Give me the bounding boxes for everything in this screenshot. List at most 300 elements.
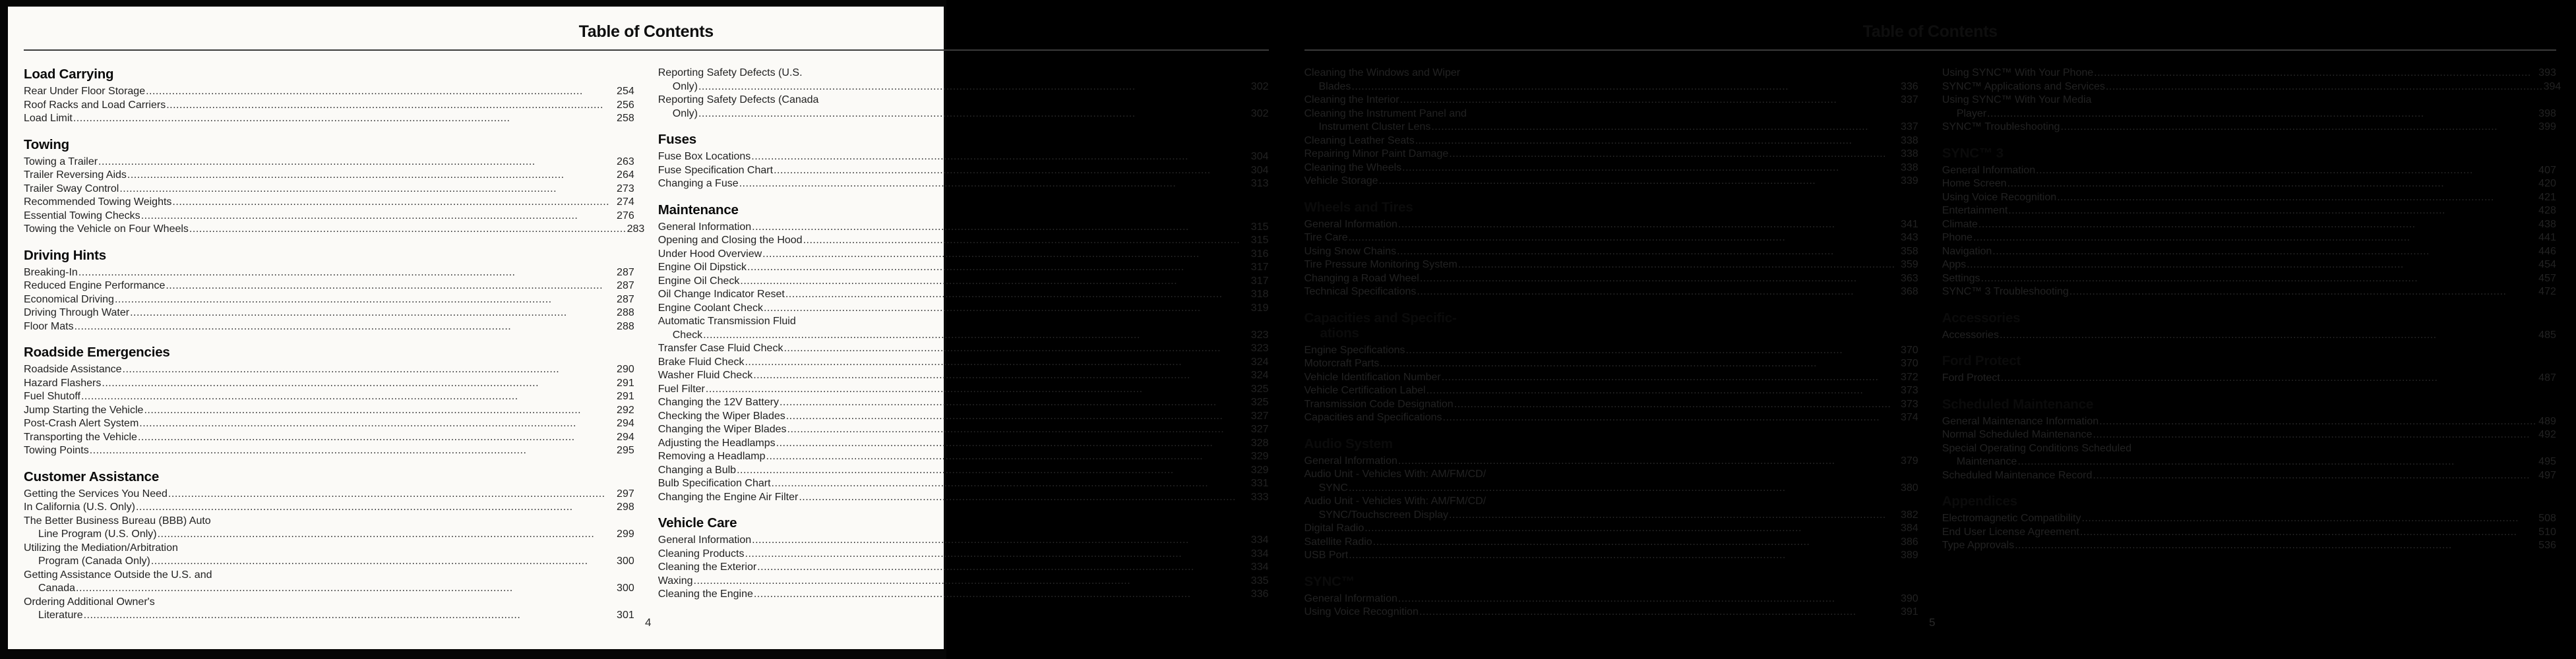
toc-entry [1942, 526, 2556, 540]
toc-section [1942, 353, 2556, 386]
page-ref: 487 [2538, 372, 2556, 384]
page-ref: 290 [617, 364, 634, 375]
toc-section [1942, 310, 2556, 343]
leader-dots [1426, 384, 1900, 398]
page-ref: 472 [2538, 286, 2556, 297]
toc-entry [1304, 107, 1918, 134]
page-ref: 276 [617, 210, 634, 221]
toc-section [1304, 436, 1918, 563]
toc-entry [24, 112, 634, 126]
toc-entry-line [24, 488, 634, 501]
leader-dots [130, 306, 616, 320]
page-ref: 256 [617, 99, 634, 111]
page-ref: 337 [1900, 121, 1918, 132]
header-rule [1304, 49, 2556, 51]
toc-entry [658, 261, 1269, 275]
page-ref: 287 [617, 280, 634, 291]
page-ref: 274 [617, 196, 634, 208]
leader-dots [2057, 191, 2538, 205]
page-ref: 338 [1900, 161, 1918, 173]
leader-dots [1379, 175, 1900, 188]
toc-entry-line [1304, 522, 1918, 536]
toc-entry [1304, 371, 1918, 385]
toc-entry [658, 164, 1269, 178]
section-heading: Load Carrying [24, 67, 114, 82]
toc-entry-line [24, 528, 634, 542]
leader-dots [138, 431, 616, 445]
leader-dots [2099, 415, 2538, 429]
toc-entry [1304, 175, 1918, 188]
toc-entry [658, 423, 1269, 437]
toc-entry-label: Engine Oil Dipstick [658, 262, 747, 273]
toc-entry-label: Transmission Code Designation [1304, 398, 1454, 410]
page-ref: 374 [1900, 412, 1918, 423]
toc-entry-line [658, 410, 1269, 424]
toc-section [1304, 310, 1918, 425]
page-ref: 317 [1250, 275, 1269, 287]
toc-column [1304, 67, 1918, 649]
toc-entry-label: Fuse Specification Chart [658, 164, 774, 176]
leader-dots [1978, 218, 2538, 232]
page-ref: 358 [1900, 245, 1918, 257]
leader-dots [98, 156, 616, 169]
toc-entry [24, 169, 634, 183]
toc-entry-line [1304, 218, 1918, 232]
toc-entry-line [1304, 161, 1918, 175]
toc-section [1942, 494, 2556, 553]
toc-entry-label: Technical Specifications [1304, 286, 1417, 297]
leader-dots [762, 248, 1250, 262]
toc-entry [1942, 372, 2556, 386]
toc-entry-label: Transporting the Vehicle [24, 431, 137, 443]
toc-entry-line [658, 450, 1269, 464]
toc-entry [1942, 442, 2556, 469]
page-ref: 287 [617, 293, 634, 305]
toc-entry-label: Accessories [1942, 329, 1999, 341]
page-title: Table of Contents [578, 22, 714, 41]
leader-dots [146, 85, 616, 99]
section-heading: SYNC™ [1304, 573, 1355, 589]
leader-dots [158, 528, 616, 542]
page-ref: 304 [1250, 164, 1269, 176]
toc-entry-line [658, 329, 1269, 343]
page-ref: 319 [1250, 302, 1269, 314]
toc-entry [24, 99, 634, 113]
page-title: Table of Contents [1862, 22, 1998, 41]
toc-entry-label: Getting Assistance Outside the U.S. and [24, 569, 212, 581]
leader-dots [751, 150, 1250, 164]
toc-entry-line [658, 437, 1269, 451]
toc-entry-label: Changing the Engine Air Filter [658, 491, 799, 503]
page-ref: 368 [1900, 286, 1918, 297]
toc-entry [1942, 512, 2556, 526]
toc-entry [1942, 231, 2556, 245]
toc-entry-line [1304, 468, 1918, 482]
toc-entry [658, 575, 1269, 588]
toc-entry [658, 342, 1269, 356]
page-ref: 327 [1250, 410, 1269, 422]
toc-entry-line [658, 164, 1269, 178]
leader-dots [2008, 177, 2538, 191]
leader-dots [75, 320, 616, 334]
leader-dots [766, 450, 1250, 464]
toc-entry-line [24, 390, 634, 404]
toc-entry-label: Roof Racks and Load Carriers [24, 99, 166, 111]
toc-entry-label: Cleaning the Exterior [658, 561, 757, 573]
page-ref: 325 [1250, 397, 1269, 408]
toc-entry-label: Ordering Additional Owner's [24, 596, 155, 608]
toc-entry-line [24, 183, 634, 196]
section-heading: SYNC™ 3 [1942, 145, 2004, 161]
page-ref: 391 [1900, 606, 1918, 617]
leader-dots [78, 266, 616, 280]
page-ref: 370 [1900, 358, 1918, 369]
toc-entry-line [1304, 107, 1918, 121]
leader-dots [745, 548, 1250, 561]
toc-entry [658, 234, 1269, 248]
leader-dots [774, 164, 1250, 178]
leader-dots [752, 221, 1250, 235]
toc-entry-label: Maintenance [1956, 456, 2017, 467]
toc-entry [658, 315, 1269, 342]
leader-dots [115, 293, 616, 307]
leader-dots [2015, 539, 2538, 553]
toc-entry-line [658, 288, 1269, 302]
page-ref: 258 [617, 113, 634, 124]
toc-entry-label: Cleaning the Interior [1304, 94, 1399, 105]
toc-entry-line [658, 534, 1269, 548]
toc-entry-line [24, 431, 634, 445]
leader-dots [1373, 536, 1900, 550]
leader-dots [2070, 285, 2538, 299]
toc-entry [24, 377, 634, 391]
leader-dots [1449, 509, 1900, 523]
page-ref: 489 [2538, 415, 2556, 427]
toc-entry-line [1304, 536, 1918, 550]
leader-dots [2036, 164, 2538, 178]
toc-entry-label: Cleaning Leather Seats [1304, 134, 1415, 146]
page-ref: 315 [1250, 221, 1269, 233]
toc-entry [1304, 536, 1918, 550]
toc-entry-line [24, 293, 634, 307]
leader-dots [172, 196, 616, 210]
toc-entry-label: Changing the Wiper Blades [658, 424, 787, 435]
toc-entry-line [1304, 258, 1918, 272]
toc-entry-label: SYNC/Touchscreen Display [1318, 509, 1449, 521]
page-ref: 302 [1250, 107, 1269, 119]
section-heading: Audio System [1304, 436, 1393, 451]
toc-entry-label: Bulb Specification Chart [658, 478, 771, 489]
leader-dots [747, 261, 1250, 275]
toc-entry-label: Home Screen [1942, 178, 2007, 189]
toc-entry [1942, 218, 2556, 232]
toc-entry [1304, 67, 1918, 94]
leader-dots [786, 410, 1250, 424]
toc-entry-line [658, 396, 1269, 410]
toc-entry-line [658, 491, 1269, 505]
leader-dots [1987, 107, 2538, 121]
toc-entry-line [1942, 94, 2556, 107]
leader-dots [123, 363, 617, 377]
page-ref: 328 [1250, 437, 1269, 449]
leader-dots [754, 588, 1250, 602]
toc-entry [1942, 80, 2561, 94]
page-ref: 304 [1250, 151, 1269, 162]
toc-section [658, 67, 1269, 121]
toc-entry-line [658, 315, 1269, 329]
toc-entry-label: Towing Points [24, 445, 89, 456]
page-left [8, 7, 1289, 649]
toc-entry-line [24, 156, 634, 169]
toc-entry-line [24, 223, 645, 237]
toc-entry [1304, 384, 1918, 398]
toc-entry-label: Line Program (U.S. Only) [38, 529, 157, 540]
page-ref: 323 [1250, 343, 1269, 354]
toc-entry-label: Fuel Shutoff [24, 391, 80, 402]
toc-entry-line [1304, 80, 1918, 94]
toc-entry-label: Engine Coolant Check [658, 302, 763, 314]
leader-dots [1365, 522, 1900, 536]
toc-entry [24, 404, 634, 418]
section-heading: Customer Assistance [24, 469, 160, 484]
toc-entry-label: Floor Mats [24, 320, 74, 332]
toc-entry [658, 177, 1269, 191]
leader-dots [1405, 344, 1900, 358]
toc-entry-line [1304, 371, 1918, 385]
toc-entry [1942, 121, 2556, 134]
leader-dots [737, 464, 1250, 478]
toc-entry-label: Program (Canada Only) [38, 556, 150, 567]
toc-entry-label: Hazard Flashers [24, 377, 102, 389]
toc-entry-line [658, 221, 1269, 235]
leader-dots [2081, 512, 2538, 526]
leader-dots [1420, 272, 1900, 286]
page-ref: 283 [627, 223, 645, 235]
toc-entry-line [1942, 177, 2556, 191]
page-ref: 508 [2538, 513, 2556, 524]
leader-dots [1402, 161, 1900, 175]
toc-entry [1942, 67, 2556, 80]
leader-dots [90, 444, 616, 458]
leader-dots [136, 501, 616, 515]
toc-entry [24, 210, 634, 223]
toc-entry-label: Using Voice Recognition [1942, 191, 2057, 203]
toc-entry-line [1942, 539, 2556, 553]
toc-entry [1942, 191, 2556, 205]
page-ref: 495 [2538, 456, 2556, 467]
toc-entry-label: Type Approvals [1942, 540, 2015, 551]
leader-dots [1349, 482, 1900, 496]
toc-entry-line [1304, 121, 1918, 134]
toc-entry [658, 288, 1269, 302]
toc-entry [1304, 161, 1918, 175]
toc-entry-label: Audio Unit - Vehicles With: AM/FM/CD/ [1304, 469, 1487, 480]
toc-entry [658, 383, 1269, 397]
toc-entry-label: Cleaning the Wheels [1304, 161, 1402, 173]
page-ref: 454 [2538, 259, 2556, 270]
toc-section [24, 469, 634, 623]
toc-entry-label: Washer Fluid Check [658, 370, 753, 381]
page-ref: 338 [1900, 134, 1918, 146]
toc-entry-line [1942, 512, 2556, 526]
leader-dots [785, 288, 1250, 302]
page-ref: 316 [1250, 248, 1269, 260]
toc-entry-label: Using Snow Chains [1304, 245, 1397, 257]
toc-entry-line [1304, 344, 1918, 358]
toc-entry [24, 363, 634, 377]
toc-entry [658, 302, 1269, 316]
toc-entry [1304, 285, 1918, 299]
page-ref: 370 [1900, 344, 1918, 356]
toc-entry-label: Recommended Towing Weights [24, 196, 172, 208]
toc-entry-line [24, 501, 634, 515]
toc-entry [1942, 539, 2556, 553]
leader-dots [757, 561, 1250, 575]
toc-section [658, 515, 1269, 602]
toc-entry-line [1942, 121, 2556, 134]
toc-entry-line [24, 596, 634, 610]
toc-entry-line [1942, 80, 2561, 94]
toc-entry [1304, 231, 1918, 245]
toc-entry-line [658, 80, 1269, 94]
toc-entry-line [24, 444, 634, 458]
toc-entry [24, 279, 634, 293]
toc-entry-label: Cleaning the Windows and Wiper [1304, 67, 1461, 78]
toc-section [1304, 574, 1918, 619]
page-ref: 299 [617, 529, 634, 540]
toc-entry-label: General Information [1304, 455, 1397, 467]
toc-entry-line [658, 275, 1269, 289]
leader-dots [166, 279, 616, 293]
toc-entry-label: Cleaning Products [658, 548, 745, 559]
toc-entry-label: General Maintenance Information [1942, 415, 2099, 427]
toc-entry-label: Player [1956, 107, 1987, 119]
leader-dots [1973, 231, 2538, 245]
toc-section [1942, 397, 2556, 483]
toc-entry [24, 320, 634, 334]
toc-entry-label: Towing the Vehicle on Four Wheels [24, 223, 189, 235]
toc-entry-label: Repairing Minor Paint Damage [1304, 148, 1449, 159]
toc-entry [1304, 522, 1918, 536]
toc-entry-line [658, 464, 1269, 478]
toc-entry-label: Changing the 12V Battery [658, 397, 779, 408]
toc-entry-label: Literature [38, 610, 83, 621]
page-ref: 301 [617, 610, 634, 621]
page-ref: 334 [1250, 534, 1269, 546]
toc-entry [658, 588, 1269, 602]
toc-entry-label: End User License Agreement [1942, 526, 2079, 538]
toc-entry [658, 221, 1269, 235]
toc-entry-label: Under Hood Overview [658, 248, 762, 260]
toc-entry-line [24, 569, 634, 583]
page-ref: 273 [617, 183, 634, 194]
toc-entry [658, 464, 1269, 478]
toc-entry [658, 369, 1269, 383]
leader-dots [81, 390, 616, 404]
toc-entry-line [658, 234, 1269, 248]
toc-entry-label: Trailer Sway Control [24, 183, 119, 194]
toc-section [1942, 67, 2561, 134]
toc-entry-label: Using SYNC™ With Your Phone [1942, 67, 2094, 78]
toc-entry-label: Only) [672, 107, 698, 119]
section-heading: Maintenance [658, 202, 739, 217]
leader-dots [698, 80, 1250, 94]
page-ref: 438 [2538, 218, 2556, 230]
toc-entry-line [658, 477, 1269, 491]
toc-entry-label: SYNC™ Troubleshooting [1942, 121, 2060, 132]
toc-entry-label: Only) [672, 80, 698, 92]
toc-entry-line [1304, 94, 1918, 107]
page-ref: 291 [617, 377, 634, 389]
page-ref: 536 [2538, 540, 2556, 551]
toc-entry-line [1942, 272, 2556, 286]
page-ref: 382 [1900, 509, 1918, 521]
toc-entry-line [24, 377, 634, 391]
leader-dots [1400, 94, 1900, 107]
toc-entry [1942, 258, 2556, 272]
toc-entry-label: Normal Scheduled Maintenance [1942, 429, 2093, 440]
leader-dots [144, 404, 616, 418]
toc-entry [24, 156, 634, 169]
toc-entry-label: Reporting Safety Defects (U.S. [658, 67, 803, 78]
page-ref: 359 [1900, 259, 1918, 270]
toc-entry-line [658, 369, 1269, 383]
page-ref: 297 [617, 488, 634, 500]
toc-entry [1942, 469, 2556, 483]
section-heading-line2: ations [1320, 325, 1359, 341]
leader-dots [745, 356, 1250, 370]
leader-dots [139, 417, 616, 431]
toc-entry [658, 356, 1269, 370]
toc-entry [658, 248, 1269, 262]
toc-entry-label: Apps [1942, 259, 1967, 270]
toc-entry [24, 266, 634, 280]
page-ref: 300 [617, 583, 634, 594]
page-ref: 386 [1900, 536, 1918, 548]
leader-dots [1417, 285, 1900, 299]
leader-dots [2000, 329, 2538, 343]
leader-dots [1431, 121, 1900, 134]
toc-section [24, 136, 645, 237]
toc-entry-label: Getting the Services You Need [24, 488, 168, 500]
toc-entry [1304, 218, 1918, 232]
toc-entry-line [658, 383, 1269, 397]
toc-entry-line [24, 555, 634, 569]
toc-entry-label: Vehicle Identification Number [1304, 371, 1441, 383]
page-ref: 294 [617, 431, 634, 443]
toc-entry-label: Roadside Assistance [24, 364, 122, 375]
toc-column [1942, 67, 2561, 649]
toc-entry-label: Climate [1942, 218, 1978, 230]
toc-entry-line [1304, 384, 1918, 398]
page-ref: 317 [1250, 262, 1269, 273]
page-ref: 333 [1250, 491, 1269, 503]
toc-entry [1304, 549, 1918, 563]
page-ref: 384 [1900, 523, 1918, 534]
toc-entry-line [1304, 549, 1918, 563]
page-ref: 407 [2538, 164, 2556, 176]
page-ref: 292 [617, 404, 634, 416]
toc-entry-label: Post-Crash Alert System [24, 418, 139, 429]
toc-entry-label: Breaking-In [24, 266, 78, 278]
toc-entry-line [24, 266, 634, 280]
page-ref: 264 [617, 169, 634, 181]
toc-entry-line [1304, 285, 1918, 299]
page-ref: 399 [2538, 121, 2556, 132]
toc-entry [24, 444, 634, 458]
toc-entry-label: Motorcraft Parts [1304, 358, 1380, 369]
toc-entry-line [24, 582, 634, 596]
